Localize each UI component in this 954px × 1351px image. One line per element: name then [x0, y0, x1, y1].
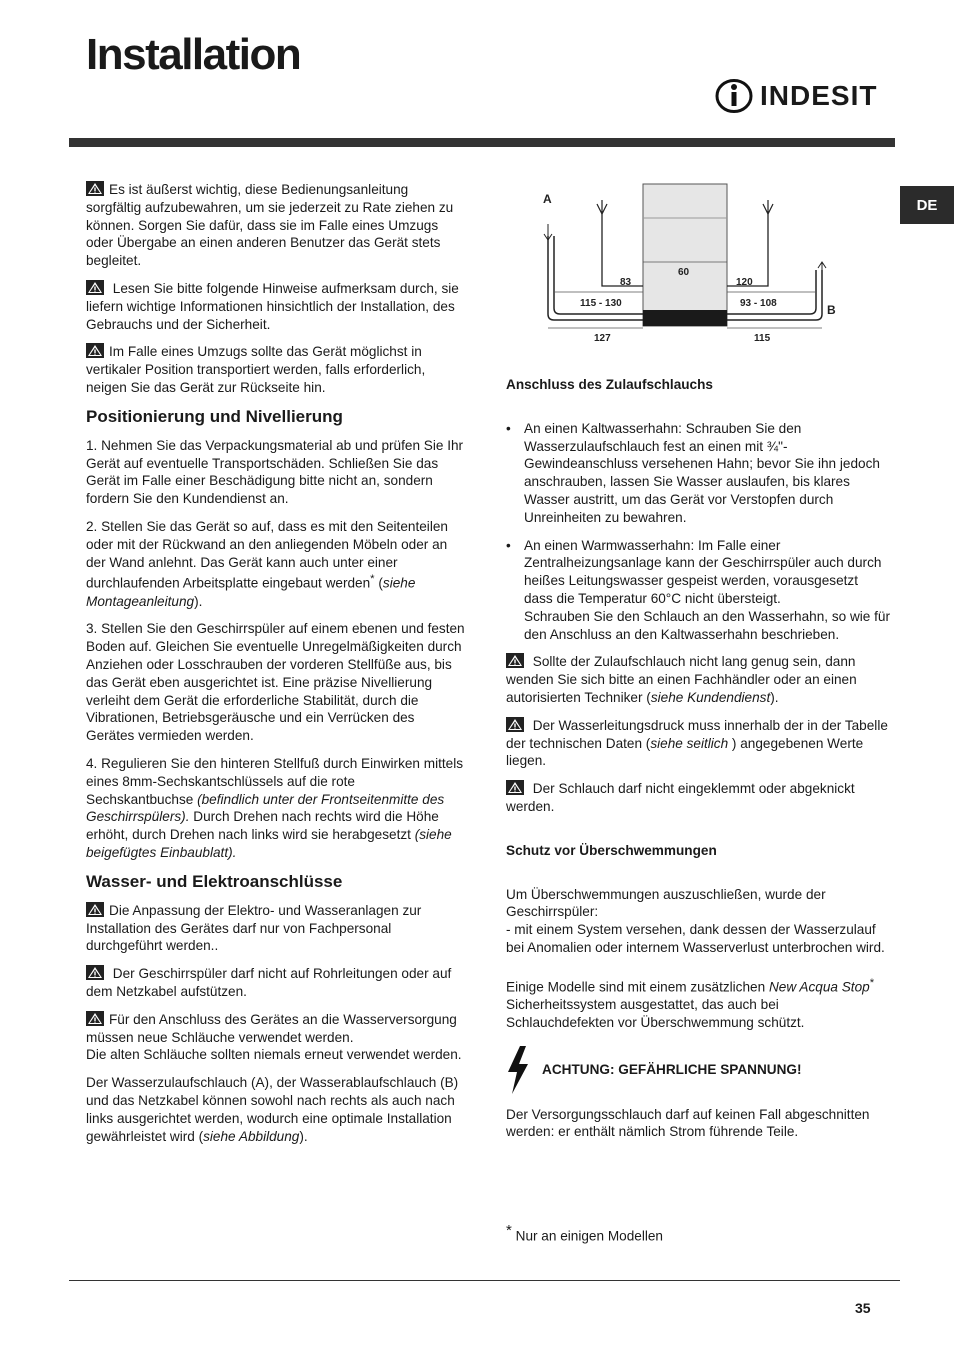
- diagram-dimension: 120: [736, 277, 753, 288]
- diagram-dimension: 93 - 108: [740, 298, 777, 309]
- indesit-logo-icon: [714, 78, 754, 114]
- body-paragraph: Einige Modelle sind mit einem zusätzlichen New Acqua Stop* Sicherheitssystem ausgestattet, das auch bei Schlauchdefekten vor Überschwemmung schützt.: [506, 976, 875, 1030]
- warning-triangle-icon: [86, 902, 104, 917]
- warning-paragraph: Der Geschirrspüler darf nicht auf Rohrleitungen oder auf dem Netzkabel aufstützen.: [86, 966, 452, 1000]
- warning-paragraph: Der Wasserleitungsdruck muss innerhalb der in der Tabelle der technischen Daten (siehe seitlich ) angegebenen Werte liegen.: [506, 717, 888, 769]
- diagram-dimension: 83: [620, 277, 632, 288]
- diagram-dimension: 127: [594, 333, 611, 344]
- body-paragraph: Der Wasserzulaufschlauch (A), der Wasserablaufschlauch (B) und das Netzkabel können sowohl nach rechts als auch nach links ausgerichtet werden, wodurch eine optimale Installation gewährleistet wird (siehe Abbildung).: [86, 1075, 459, 1144]
- brand-name: INDESIT: [760, 80, 878, 111]
- warning-paragraph: Der Schlauch darf nicht eingeklemmt oder abgeknickt werden.: [506, 781, 855, 814]
- warning-paragraph: Sollte der Zulaufschlauch nicht lang genug sein, dann wenden Sie sich bitte an einen Fachhändler oder an einen autorisierten Techniker (siehe Kundendienst).: [506, 654, 857, 705]
- section-heading: Wasser- und Elektroanschlüsse: [86, 871, 343, 891]
- body-paragraph: Um Überschwemmungen auszuschließen, wurde der Geschirrspüler: - mit einem System versehen, dank dessen der Wasserzulauf bei Anomalien oder internem Wasserverlust unterbrochen wird.: [506, 886, 885, 955]
- language-tab[interactable]: DE: [900, 186, 954, 224]
- step-paragraph: 2. Stellen Sie das Gerät so auf, dass es mit den Seitenteilen oder mit der Rückwand an den anliegenden Möbeln oder an der Wand anlehnt. Das Gerät kann auch unter einer durchlaufenden Arbeitsplatte eingebaut werden* (siehe Montageanleitung).: [86, 518, 448, 609]
- right-column: [506, 376, 890, 1151]
- warning-paragraph: Es ist äußerst wichtig, diese Bedienungsanleitung sorgfältig aufzubewahren, um sie jederzeit zu Rate ziehen zu können. Sorgen Sie dafür, dass sie im Falle eines Umzugs oder Übergabe an einen anderen Benutzer das Gerät stets begleitet.: [86, 182, 454, 269]
- warning-paragraph: Lesen Sie bitte folgende Hinweise aufmerksam durch, sie liefern wichtige Informationen hinsichtlich der Installation, des Gebrauchs und der Sicherheit.: [86, 280, 459, 332]
- brand-logo: [714, 78, 877, 114]
- page-number: 35: [855, 1300, 871, 1316]
- warning-triangle-icon: [86, 181, 104, 196]
- warning-triangle-icon: [86, 343, 104, 358]
- left-column: [86, 181, 466, 1155]
- page-title: Installation: [86, 30, 301, 79]
- step-paragraph: 3. Stellen Sie den Geschirrspüler auf einem ebenen und festen Boden auf. Gleichen Sie eventuelle Unregelmäßigkeiten durch Anziehen oder Losschrauben der vorderen Stellfüße aus, bis das Gerät eben ausgerichtet ist. Eine präzise Nivellierung verleiht dem Gerät die erforderliche Stabilität, durch die Vibrationen, Betriebsgeräusche und ein Verrücken des Gerätes vermieden werden.: [86, 621, 465, 744]
- diagram-dimension: 115 - 130: [580, 298, 622, 309]
- list-item: • An einen Warmwasserhahn: Im Falle einer Zentralheizungsanlage kann der Geschirrspüler auch durch heißes Leitungswasser gespeist werden, vorausgesetzt dass die Temperatur 60°C nicht übersteigt. Schrauben Sie den Schlauch an den Wasserhahn, so wie für den Anschluss an den Kaltwasserhahn beschrieben.: [506, 537, 890, 644]
- list-item: • An einen Kaltwasserhahn: Schrauben Sie den Wasserzulaufschlauch fest an einen mit ¾"-Gewindeanschluss versehenen Hahn; bevor Sie ihn jedoch anschrauben, lassen Sie Wasser auslaufen, bis klares Wasser austritt, um das Gerät vor Verstopfen durch Unreinheiten zu bewahren.: [506, 420, 890, 527]
- subsection-heading: Anschluss des Zulaufschlauchs: [506, 377, 713, 392]
- section-heading: Positionierung und Nivellierung: [86, 406, 343, 426]
- warning-triangle-icon: [86, 965, 104, 980]
- warning-triangle-icon: [86, 280, 104, 295]
- voltage-warning: [506, 1046, 890, 1094]
- subsection-heading: Schutz vor Überschwemmungen: [506, 842, 717, 858]
- step-paragraph: 1. Nehmen Sie das Verpackungsmaterial ab und prüfen Sie Ihr Gerät auf eventuelle Transportschäden. Schließen Sie das Gerät im Falle einer Beschädigung bitte nicht an, sondern fordern Sie den Kundendienst an.: [86, 437, 464, 507]
- voltage-warning-label: ACHTUNG: GEFÄHRLICHE SPANNUNG!: [542, 1061, 802, 1077]
- warning-paragraph: Für den Anschluss des Gerätes an die Wasserversorgung müssen neue Schläuche verwendet werden. Die alten Schläuche sollten niemals erneut verwendet werden.: [86, 1011, 462, 1063]
- warning-triangle-icon: [506, 717, 524, 732]
- warning-triangle-icon: [506, 653, 524, 668]
- warning-triangle-icon: [86, 1011, 104, 1026]
- warning-paragraph: Im Falle eines Umzugs sollte das Gerät möglichst in vertikaler Position transportiert werden, falls erforderlich, neigen Sie das Gerät zur Rückseite hin.: [86, 344, 426, 395]
- diagram-label-b: B: [827, 303, 836, 317]
- diagram-label-a: A: [543, 192, 552, 206]
- diagram-dimension: 115: [754, 333, 771, 344]
- footer-rule: [69, 1280, 900, 1281]
- body-paragraph: Der Versorgungsschlauch darf auf keinen Fall abgeschnitten werden: er enthält nämlich Strom führende Teile.: [506, 1106, 870, 1140]
- footnote: * Nur an einigen Modellen: [506, 1222, 663, 1244]
- header-rule: [69, 138, 895, 147]
- diagram-dimension: 60: [678, 267, 690, 278]
- warning-triangle-icon: [506, 780, 524, 795]
- lightning-bolt-icon: [506, 1046, 530, 1094]
- warning-paragraph: Die Anpassung der Elektro- und Wasseranlagen zur Installation des Gerätes darf nur von Fachpersonal durchgeführt werden..: [86, 902, 422, 954]
- installation-diagram: [540, 180, 840, 350]
- bullet-list: [506, 420, 890, 644]
- step-paragraph: 4. Regulieren Sie den hinteren Stellfuß durch Einwirken mittels eines 8mm-Sechskantschlüssels auf die rote Sechskantbuchse (befindlich unter der Frontseitenmitte des Geschirrspülers). Durch Drehen nach rechts wird die Höhe erhöht, durch Drehen nach links wird sie herabgesetzt (siehe beigefügtes Einbaublatt).: [86, 756, 464, 861]
